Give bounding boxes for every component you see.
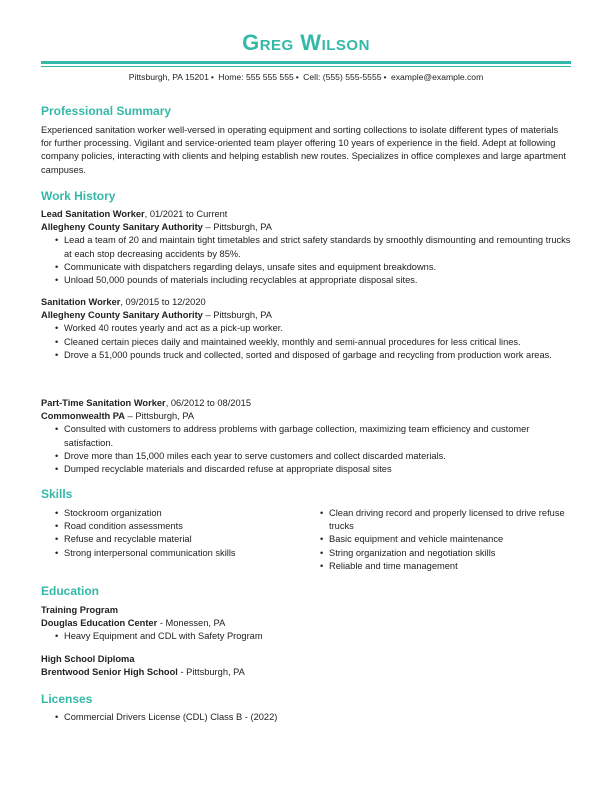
skill-item: • Road condition assessments [64,520,296,533]
contact-city: Pittsburgh, PA 15201 [128,72,209,82]
job-bullet: • Drove a 51,000 pounds truck and collected, sorted and disposed of garbage and recycling from production work areas. [64,349,571,362]
header-rule-thin [41,66,571,67]
education-location: - Pittsburgh, PA [177,667,245,678]
job-location: – Pittsburgh, PA [202,222,272,233]
job-company: Commonwealth PA [41,411,126,422]
skill-item: • Basic equipment and vehicle maintenance [329,533,571,546]
header-rule-thick [41,61,571,64]
job-location: – Pittsburgh, PA [125,411,195,422]
job-company: Allegheny County Sanitary Authority [41,222,203,233]
job-title: Lead Sanitation Worker [41,209,145,219]
contact-cell: Cell: (555) 555-5555 [303,72,382,82]
candidate-name: Greg Wilson [242,30,370,55]
licenses-heading: Licenses [41,692,93,706]
job-bullet: • Lead a team of 20 and maintain tight timetables and strict safety standards by smoothly dismounting and remounting trucks at each stop decreasing accidents by 85%. [64,234,571,260]
job-bullet: • Communicate with dispatchers regarding delays, unsafe sites and equipment breakdowns. [64,261,571,274]
job-location: – Pittsburgh, PA [202,310,272,321]
job-bullet: • Cleaned certain pieces daily and maintained weekly, monthly and semi-annual procedures for less critical lines. [64,336,571,349]
job-bullet: • Dumped recyclable materials and discarded refuse at appropriate disposal sites [64,463,571,476]
contact-line: Pittsburgh, PA 15201 • Home: 555 555 555 • Cell: (555) 555-5555 • example@example.com [128,72,484,82]
education-school: Brentwood Senior High School [41,667,178,678]
education-location: - Monessen, PA [157,618,226,629]
job-dates: , 01/2021 to Current [144,209,228,219]
education-degree: Training Program [41,605,118,615]
education-degree: High School Diploma [41,654,135,664]
job-entry [41,296,571,362]
job-entry [41,208,571,287]
skill-item: • Refuse and recyclable material [64,533,296,546]
job-company: Allegheny County Sanitary Authority [41,310,203,321]
licenses-list [41,711,571,724]
contact-home: Home: 555 555 555 [218,72,294,82]
education-school: Douglas Education Center [41,618,158,629]
job-bullet: • Consulted with customers to address problems with garbage collection, maximizing team efficiency and customer satisfaction. [64,423,571,449]
education-bullet: • Heavy Equipment and CDL with Safety Program [64,630,571,643]
skill-item: • Clean driving record and properly licensed to drive refuse trucks [329,507,571,533]
job-title: Part-Time Sanitation Worker [41,398,166,408]
education-entry [41,604,571,644]
license-item: • Commercial Drivers License (CDL) Class B - (2022) [64,711,571,724]
education-entry [41,653,571,679]
skill-item: • String organization and negotiation skills [329,547,571,560]
job-bullet: • Drove more than 15,000 miles each year to serve customers and collect discarded materials. [64,450,571,463]
skills-heading: Skills [41,487,73,501]
skill-item: • Strong interpersonal communication skills [64,547,296,560]
skill-item: • Stockroom organization [64,507,296,520]
contact-email: example@example.com [390,72,484,82]
job-title: Sanitation Worker [41,297,121,307]
job-bullet: • Unload 50,000 pounds of materials including recyclables at appropriate disposal sites. [64,274,571,287]
job-dates: , 06/2012 to 08/2015 [165,398,251,408]
job-entry [41,397,571,476]
job-bullet: • Worked 40 routes yearly and act as a pick-up worker. [64,322,571,335]
summary-text: Experienced sanitation worker well-versed in operating equipment and sorting collections to isolate different types of materials for further processing. Vigilant and service-oriented team player offering 10 years of experience in the field. Adept at following company policies, interacting with clients and helping establish new routes. Specializes in office complexes and large apartment campuses. [41,125,566,175]
education-heading: Education [41,584,100,598]
skills-left-column [41,507,296,560]
work-history-heading: Work History [41,189,116,203]
skill-item: • Reliable and time management [329,560,571,573]
job-dates: , 09/2015 to 12/2020 [120,297,206,307]
skills-right-column [306,507,571,573]
summary-heading: Professional Summary [41,104,172,118]
